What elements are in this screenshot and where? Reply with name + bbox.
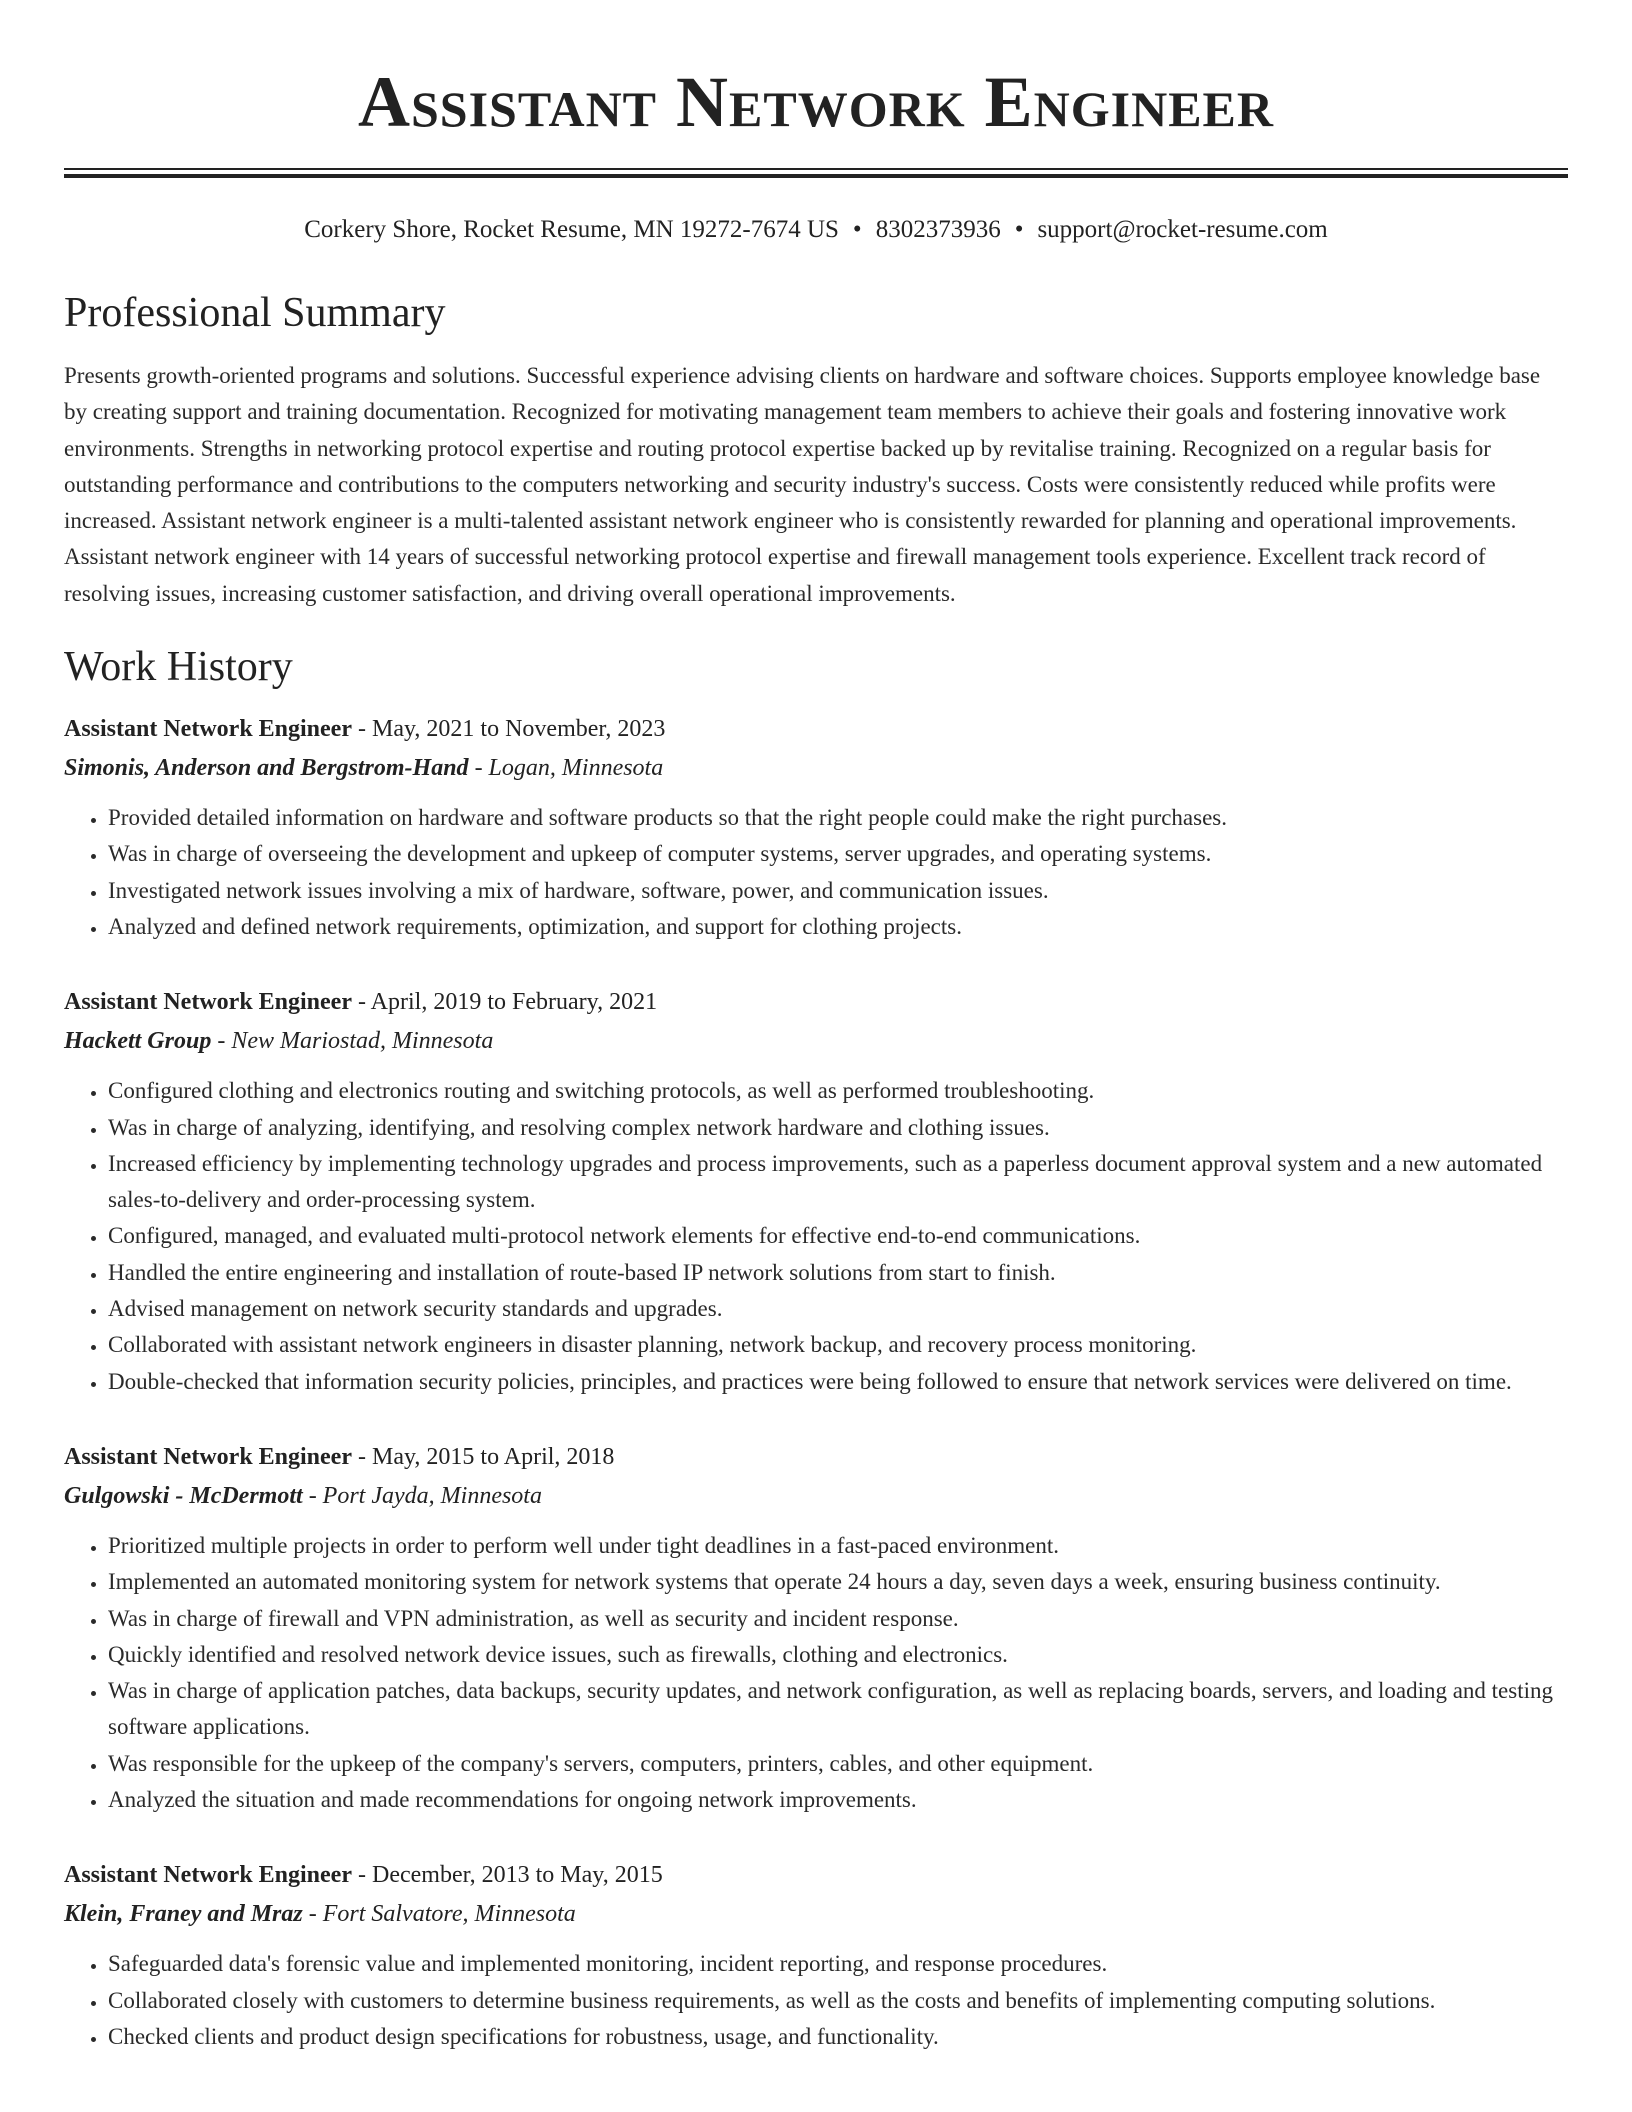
list-item: • Provided detailed information on hardware and software products so that the right people could make the right purchases. xyxy=(108,800,1568,836)
job-entry xyxy=(64,1438,1568,1818)
resume-title: Assistant Network Engineer xyxy=(357,62,1275,142)
job-company: Hackett Group xyxy=(64,1028,212,1055)
list-item: • Analyzed the situation and made recommendations for ongoing network improvements. xyxy=(108,1782,1568,1818)
contact-separator: • xyxy=(852,216,862,243)
job-duties-list xyxy=(64,1073,1568,1400)
job-location: - Logan, Minnesota xyxy=(468,755,664,782)
job-title: Assistant Network Engineer xyxy=(64,1862,352,1889)
job-title: Assistant Network Engineer xyxy=(64,1443,352,1470)
list-item: • Configured, managed, and evaluated multi-protocol network elements for effective end-to-end communications. xyxy=(108,1218,1568,1254)
list-item: • Was in charge of overseeing the development and upkeep of computer systems, server upgrades, and operating systems. xyxy=(108,836,1568,872)
list-item: • Configured clothing and electronics routing and switching protocols, as well as performed troubleshooting. xyxy=(108,1073,1568,1109)
list-item: • Handled the entire engineering and installation of route-based IP network solutions from start to finish. xyxy=(108,1255,1568,1291)
list-item: • Implemented an automated monitoring system for network systems that operate 24 hours a day, seven days a week, ensuring business continuity. xyxy=(108,1564,1568,1600)
list-item: • Double-checked that information security policies, principles, and practices were being followed to ensure that network services were delivered on time. xyxy=(108,1364,1568,1400)
contact-separator: • xyxy=(1014,216,1024,243)
job-title-line xyxy=(64,710,1568,748)
contact-address: Corkery Shore, Rocket Resume, MN 19272-7674 US xyxy=(304,216,839,243)
list-item: • Was responsible for the upkeep of the company's servers, computers, printers, cables, and other equipment. xyxy=(108,1746,1568,1782)
title-divider xyxy=(64,168,1568,178)
job-location: - Fort Salvatore, Minnesota xyxy=(302,1901,576,1928)
summary-text: Presents growth-oriented programs and solutions. Successful experience advising clients on hardware and software choices. Supports employee knowledge base by creating support and training documentation. Recognized for motivating management team members to achieve their goals and fostering innovative work environments. Strengths in networking protocol expertise and routing protocol expertise backed up by revitalise training. Recognized on a regular basis for outstanding performance and contributions to the computers networking and security industry's success. Costs were consistently reduced while profits were increased. Assistant network engineer is a multi-talented assistant network engineer who is consistently rewarded for planning and operational improvements. Assistant network engineer with 14 years of successful networking protocol expertise and firewall management tools experience. Excellent track record of resolving issues, increasing customer satisfaction, and driving overall operational improvements. xyxy=(64,363,1541,606)
list-item: • Prioritized multiple projects in order to perform well under tight deadlines in a fast-paced environment. xyxy=(108,1528,1568,1564)
list-item: • Advised management on network security standards and upgrades. xyxy=(108,1291,1568,1327)
job-duties-list xyxy=(64,800,1568,945)
list-item: • Investigated network issues involving a mix of hardware, software, power, and communication issues. xyxy=(108,873,1568,909)
job-company-line xyxy=(64,1894,1568,1934)
list-item: • Was in charge of analyzing, identifying, and resolving complex network hardware and clothing issues. xyxy=(108,1110,1568,1146)
job-entry xyxy=(64,1856,1568,2055)
job-title-line xyxy=(64,1438,1568,1476)
list-item: • Increased efficiency by implementing technology upgrades and process improvements, such as a paperless document approval system and a new automated sales-to-delivery and order-processing system. xyxy=(108,1146,1568,1219)
job-location: - New Mariostad, Minnesota xyxy=(211,1028,494,1055)
job-duties-list xyxy=(64,1528,1568,1818)
job-title-line xyxy=(64,1856,1568,1894)
summary-heading: Professional Summary xyxy=(64,290,446,336)
job-company: Gulgowski - McDermott xyxy=(64,1482,303,1509)
job-title: Assistant Network Engineer xyxy=(64,989,352,1016)
job-dates: - May, 2015 to April, 2018 xyxy=(352,1443,615,1470)
list-item: • Was in charge of firewall and VPN administration, as well as security and incident response. xyxy=(108,1601,1568,1637)
job-dates: - April, 2019 to February, 2021 xyxy=(352,989,658,1016)
list-item: • Safeguarded data's forensic value and implemented monitoring, incident reporting, and response procedures. xyxy=(108,1946,1568,1982)
job-company: Klein, Franey and Mraz xyxy=(64,1901,303,1928)
job-dates: - May, 2021 to November, 2023 xyxy=(352,716,666,743)
job-entry xyxy=(64,983,1568,1400)
list-item: • Collaborated closely with customers to determine business requirements, as well as the costs and benefits of implementing computing solutions. xyxy=(108,1983,1568,2019)
job-company-line xyxy=(64,1021,1568,1061)
work-history-heading: Work History xyxy=(64,644,293,691)
contact-line xyxy=(64,214,1568,246)
job-location: - Port Jayda, Minnesota xyxy=(302,1482,542,1509)
job-dates: - December, 2013 to May, 2015 xyxy=(352,1862,663,1889)
job-company-line xyxy=(64,1476,1568,1516)
job-entry xyxy=(64,710,1568,945)
contact-email: support@rocket-resume.com xyxy=(1037,216,1328,243)
job-title: Assistant Network Engineer xyxy=(64,716,352,743)
job-duties-list xyxy=(64,1946,1568,2055)
contact-phone: 8302373936 xyxy=(875,216,1001,243)
job-title-line xyxy=(64,983,1568,1021)
list-item: • Quickly identified and resolved network device issues, such as firewalls, clothing and electronics. xyxy=(108,1637,1568,1673)
list-item: • Analyzed and defined network requirements, optimization, and support for clothing projects. xyxy=(108,909,1568,945)
list-item: • Was in charge of application patches, data backups, security updates, and network configuration, as well as replacing boards, servers, and loading and testing software applications. xyxy=(108,1673,1568,1746)
list-item: • Checked clients and product design specifications for robustness, usage, and functionality. xyxy=(108,2019,1568,2055)
list-item: • Collaborated with assistant network engineers in disaster planning, network backup, and recovery process monitoring. xyxy=(108,1327,1568,1363)
job-company-line xyxy=(64,748,1568,788)
job-company: Simonis, Anderson and Bergstrom-Hand xyxy=(64,755,469,782)
